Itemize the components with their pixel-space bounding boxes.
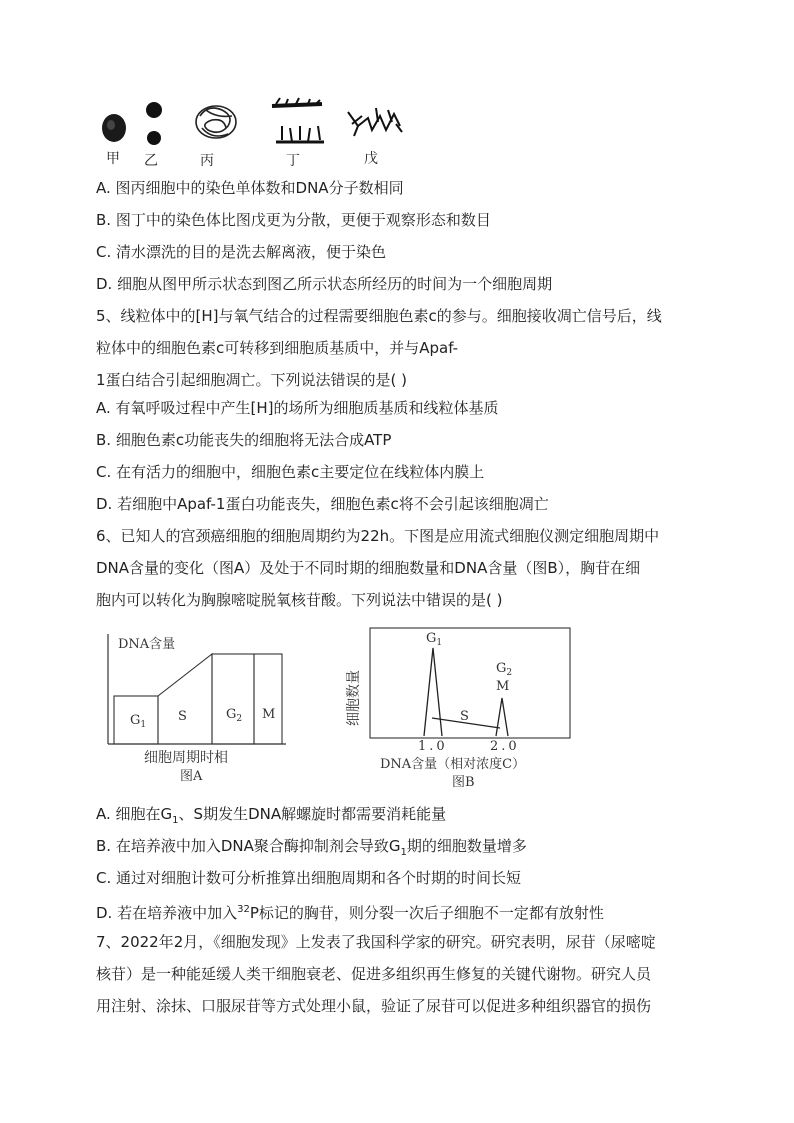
figure-a-ylabel: DNA含量	[118, 637, 176, 652]
q5-stem-line3: 1蛋白结合引起细胞凋亡。下列说法错误的是( )	[96, 371, 408, 389]
figure-b-peak2-label: $G_2$	[496, 661, 513, 678]
q5-stem-line2: 粒体中的细胞色素c可转移到细胞质基质中，并与Apaf-	[96, 339, 459, 357]
q6-option-c: C. 通过对细胞计数可分析推算出细胞周期和各个时期的时间长短	[96, 869, 522, 887]
q5-option-a: A. 有氧呼吸过程中产生[H]的场所为细胞质基质和线粒体基质	[96, 399, 499, 417]
figure-a-phase-s: S	[178, 709, 187, 724]
cell-label-wu: 戊	[364, 151, 378, 167]
cell-stage-figure	[96, 96, 416, 168]
cell-stage-drawings	[96, 96, 416, 146]
q4-option-b: B. 图丁中的染色体比图戊更为分散，更便于观察形态和数目	[96, 211, 491, 229]
figure-b-tick2: 2.0	[490, 739, 520, 754]
q6-stem-line1: 6、已知人的宫颈癌细胞的细胞周期约为22h。下图是应用流式细胞仪测定细胞周期中	[96, 527, 660, 545]
q5-option-b: B. 细胞色素c功能丧失的细胞将无法合成ATP	[96, 431, 392, 449]
figure-a-g2-box	[212, 654, 254, 744]
figure-a-xlabel: 细胞周期时相	[144, 750, 228, 766]
figure-b-frame	[370, 628, 570, 738]
q7-stem-line2: 核苷）是一种能延缓人类干细胞衰老、促进多组织再生修复的关键代谢物。研究人员	[96, 965, 652, 983]
figure-a-phase-m: M	[262, 707, 276, 722]
cell-label-jia: 甲	[106, 151, 120, 167]
cell-ding	[272, 98, 324, 142]
figure-a-m-box	[254, 654, 282, 744]
figure-a-phase-g2: $G_2$	[226, 707, 243, 724]
q6-option-a: A. 细胞在$G_1$、S期发生DNA解螺旋时都需要消耗能量	[96, 805, 447, 826]
figure-b-s-label: S	[460, 709, 469, 724]
figure-b-peak1-label: $G_1$	[426, 631, 443, 648]
q5-option-c: C. 在有活力的细胞中，细胞色素c主要定位在线粒体内膜上	[96, 463, 485, 481]
figure-b-m-label: M	[496, 679, 510, 694]
q5-stem-line1: 5、线粒体中的[H]与氧气结合的过程需要细胞色素c的参与。细胞接收凋亡信号后，线	[96, 307, 662, 325]
cell-yi-bottom	[147, 131, 161, 145]
figure-b	[340, 626, 580, 796]
cell-label-bing: 丙	[200, 153, 214, 169]
figure-a-s-region	[158, 654, 212, 744]
figure-a-phase-g1: $G_1$	[130, 713, 147, 730]
q7-stem-line3: 用注射、涂抹、口服尿苷等方式处理小鼠，验证了尿苷可以促进多种组织器官的损伤	[96, 997, 652, 1015]
q4-option-a: A. 图丙细胞中的染色单体数和DNA分子数相同	[96, 179, 404, 197]
cell-wu	[348, 108, 402, 136]
figure-b-g2-peak	[496, 698, 508, 736]
q5-option-d: D. 若细胞中Apaf-1蛋白功能丧失，细胞色素c将不会引起该细胞凋亡	[96, 495, 549, 513]
q6-stem-line3: 胞内可以转化为胸腺嘧啶脱氧核苷酸。下列说法中错误的是( )	[96, 591, 503, 609]
figure-a	[96, 626, 296, 786]
cell-yi-top	[146, 102, 162, 118]
cell-label-yi: 乙	[144, 153, 158, 169]
figure-b-g1-peak	[424, 648, 442, 736]
figure-b-xlabel: DNA含量（相对浓度C）	[380, 757, 526, 772]
figure-a-caption: 图A	[180, 769, 203, 784]
q7-stem-line1: 7、2022年2月，《细胞发现》上发表了我国科学家的研究。研究表明，尿苷（尿嘧啶	[96, 933, 656, 951]
figure-b-tick1: 1.0	[418, 739, 448, 754]
cell-bing	[196, 106, 236, 138]
q4-option-c: C. 清水漂洗的目的是洗去解离液，便于染色	[96, 243, 387, 261]
q6-option-d: D. 若在培养液中加入$^{32}$P标记的胸苷，则分裂一次后子细胞不一定都有放射性	[96, 904, 604, 922]
cell-label-ding: 丁	[286, 153, 300, 169]
q4-option-d: D. 细胞从图甲所示状态到图乙所示状态所经历的时间为一个细胞周期	[96, 275, 553, 293]
figure-b-caption: 图B	[452, 775, 475, 790]
q6-option-b: B. 在培养液中加入DNA聚合酶抑制剂会导致$G_1$期的细胞数量增多	[96, 837, 527, 858]
figure-b-ylabel: 细胞数量	[346, 670, 362, 726]
q6-stem-line2: DNA含量的变化（图A）及处于不同时期的细胞数量和DNA含量（图B），胸苷在细	[96, 559, 641, 577]
